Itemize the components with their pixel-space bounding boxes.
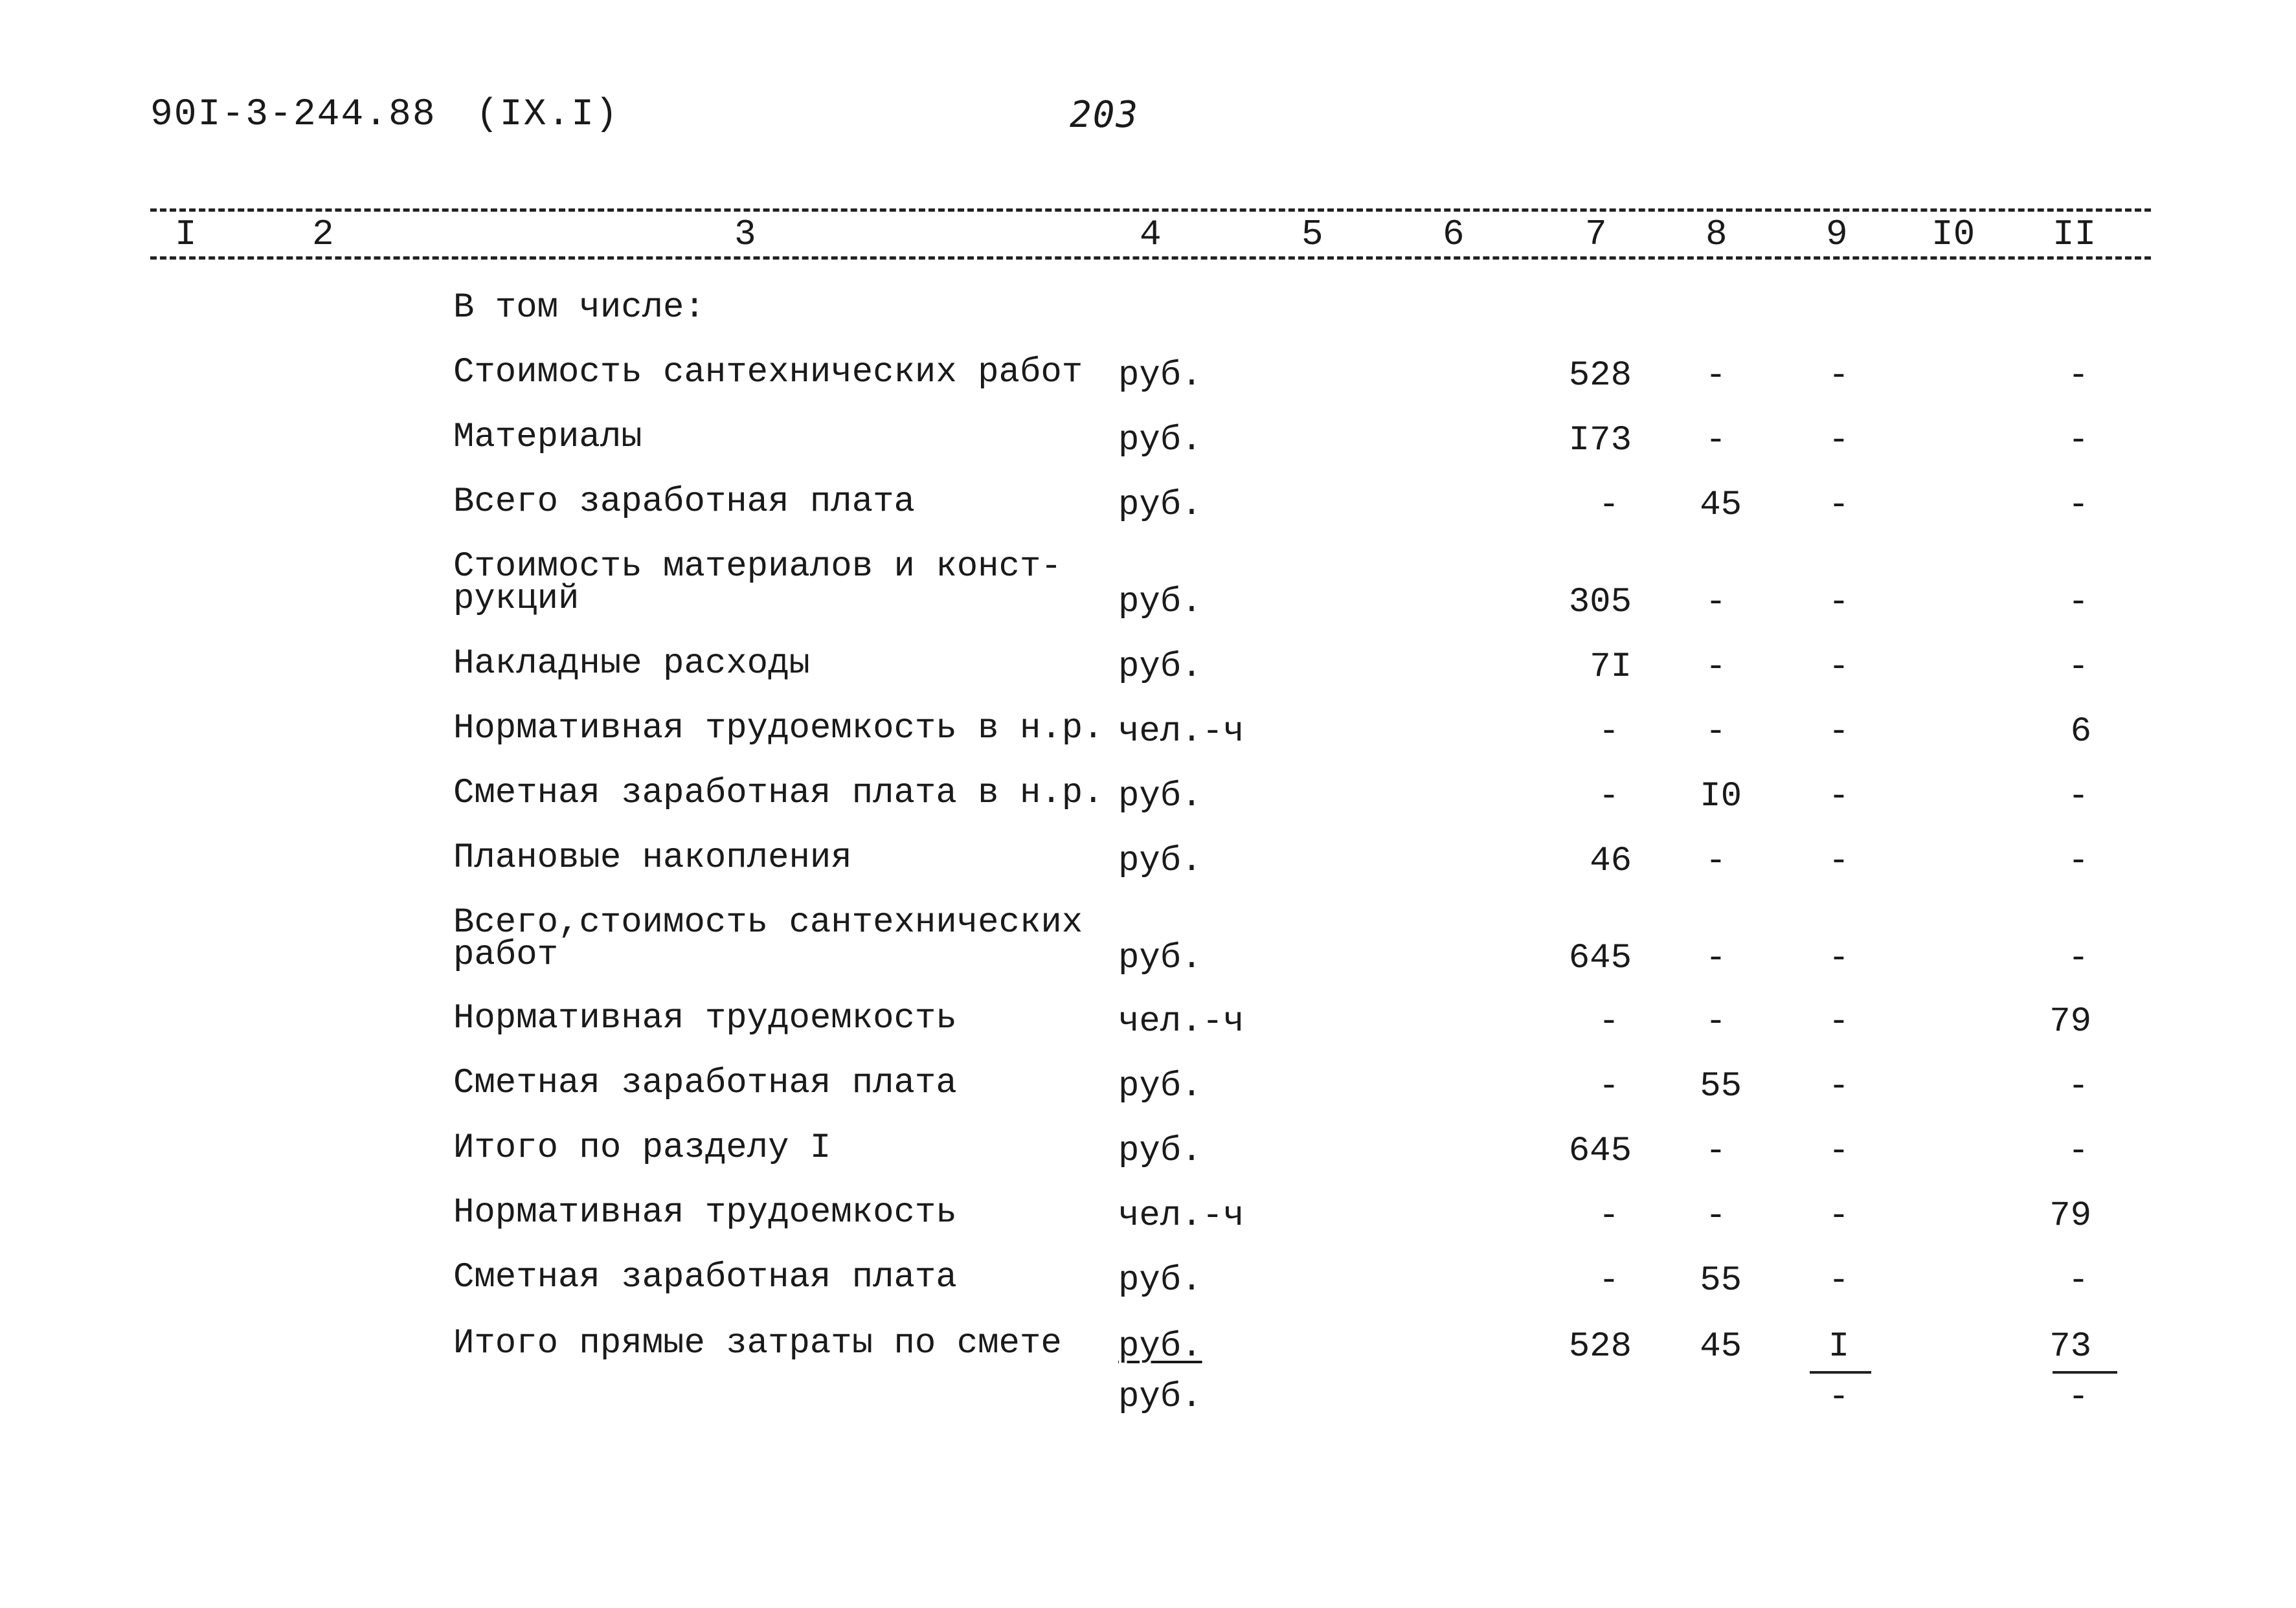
row-name: Нормативная трудоемкость в н.р. bbox=[453, 709, 1104, 748]
column-number-5: 5 bbox=[1301, 214, 1323, 255]
row-col9: I bbox=[1828, 1327, 1850, 1367]
subtitle: В том числе: bbox=[453, 288, 705, 328]
row-col8: - bbox=[1705, 356, 1727, 396]
row-name: Стоимость сантехнических работ bbox=[453, 353, 1083, 392]
row-col11: - bbox=[2067, 583, 2089, 622]
row-unit: руб. bbox=[1118, 583, 1202, 622]
row-name: Накладные расходы bbox=[453, 644, 810, 684]
row-col7: - bbox=[1598, 1002, 1620, 1042]
row-name: Нормативная трудоемкость bbox=[453, 999, 957, 1038]
section-number: (IX.I) bbox=[476, 94, 619, 136]
row-unit: руб. bbox=[1118, 421, 1202, 460]
row-col9: - bbox=[1828, 1002, 1850, 1042]
row-col8: - bbox=[1705, 583, 1727, 622]
row-name-line2: работ bbox=[453, 935, 559, 975]
fraction-bar-col9 bbox=[1810, 1371, 1871, 1374]
row-col11: - bbox=[2067, 1261, 2089, 1301]
row-name: Итого прямые затраты по смете bbox=[453, 1324, 1062, 1363]
row-col9: - bbox=[1828, 486, 1850, 525]
row-col11: 6 bbox=[2070, 712, 2091, 752]
row-col11: - bbox=[2067, 939, 2089, 978]
row-unit: чел.-ч bbox=[1118, 1002, 1244, 1042]
row-unit: руб. bbox=[1118, 1327, 1202, 1367]
row-col9: - bbox=[1828, 939, 1850, 978]
row-col8: - bbox=[1705, 842, 1727, 881]
row-col8: - bbox=[1705, 647, 1727, 687]
row-col11: 73 bbox=[2049, 1327, 2091, 1367]
row-col7: - bbox=[1598, 1261, 1620, 1301]
row-col8: - bbox=[1705, 1002, 1727, 1042]
row-col9-second: - bbox=[1828, 1378, 1850, 1417]
column-number-1: I bbox=[175, 214, 197, 255]
row-col11: - bbox=[2067, 842, 2089, 881]
row-col7: 528 bbox=[1568, 1327, 1632, 1367]
row-unit: руб. bbox=[1118, 356, 1202, 396]
column-number-6: 6 bbox=[1443, 214, 1465, 255]
row-unit: руб. bbox=[1118, 1067, 1202, 1106]
column-number-3: 3 bbox=[734, 214, 756, 255]
row-col9: - bbox=[1828, 1067, 1850, 1106]
row-col7: 645 bbox=[1568, 939, 1632, 978]
row-name: Сметная заработная плата bbox=[453, 1064, 957, 1103]
row-col7: I73 bbox=[1568, 421, 1632, 460]
row-col8: - bbox=[1705, 1196, 1727, 1236]
row-col9: - bbox=[1828, 421, 1850, 460]
row-unit: руб. bbox=[1118, 777, 1202, 816]
row-col7: - bbox=[1598, 1196, 1620, 1236]
row-col9: - bbox=[1828, 842, 1850, 881]
row-col9: - bbox=[1828, 583, 1850, 622]
row-col11: - bbox=[2067, 486, 2089, 525]
column-number-8: 8 bbox=[1705, 214, 1728, 255]
row-unit-second: руб. bbox=[1118, 1378, 1202, 1417]
row-unit: руб. bbox=[1118, 842, 1202, 881]
row-name: Итого по разделу I bbox=[453, 1128, 831, 1168]
row-col7: 7I bbox=[1590, 647, 1632, 687]
row-col11: - bbox=[2067, 777, 2089, 816]
header-bottom-rule bbox=[150, 256, 2151, 260]
row-col7: - bbox=[1598, 777, 1620, 816]
header-top-rule bbox=[150, 208, 2151, 212]
row-name: Сметная заработная плата в н.р. bbox=[453, 774, 1104, 813]
row-col8: 55 bbox=[1700, 1067, 1742, 1106]
row-col11: - bbox=[2067, 421, 2089, 460]
row-name: Плановые накопления bbox=[453, 838, 852, 878]
row-name: Сметная заработная плата bbox=[453, 1258, 957, 1297]
row-col8: 55 bbox=[1700, 1261, 1742, 1301]
row-col11: - bbox=[2067, 356, 2089, 396]
row-unit: чел.-ч bbox=[1118, 1196, 1244, 1236]
row-col8: 45 bbox=[1700, 486, 1742, 525]
row-unit: руб. bbox=[1118, 1261, 1202, 1301]
row-col8: 45 bbox=[1700, 1327, 1742, 1367]
row-col11: 79 bbox=[2049, 1196, 2091, 1236]
column-number-7: 7 bbox=[1585, 214, 1607, 255]
row-name: Нормативная трудоемкость bbox=[453, 1193, 957, 1233]
page-number: 203 bbox=[1070, 94, 1140, 136]
fraction-bar-col11 bbox=[2053, 1371, 2117, 1374]
row-col8: - bbox=[1705, 939, 1727, 978]
row-unit: руб. bbox=[1118, 486, 1202, 525]
row-name: Всего заработная плата bbox=[453, 482, 915, 522]
row-col7: 305 bbox=[1568, 583, 1632, 622]
row-col11: - bbox=[2067, 1067, 2089, 1106]
row-col9: - bbox=[1828, 1196, 1850, 1236]
document-code: 90I-3-244.88 bbox=[150, 94, 436, 136]
row-col8: I0 bbox=[1700, 777, 1742, 816]
row-col11: 79 bbox=[2049, 1002, 2091, 1042]
column-number-11: II bbox=[2053, 214, 2097, 255]
row-col11: - bbox=[2067, 647, 2089, 687]
row-unit: руб. bbox=[1118, 647, 1202, 687]
row-col9: - bbox=[1828, 647, 1850, 687]
row-col11-second: - bbox=[2067, 1378, 2089, 1417]
row-col8: - bbox=[1705, 1132, 1727, 1171]
row-col7: 528 bbox=[1568, 356, 1632, 396]
row-col7: 645 bbox=[1568, 1132, 1632, 1171]
column-number-4: 4 bbox=[1140, 214, 1162, 255]
row-col9: - bbox=[1828, 1132, 1850, 1171]
column-number-9: 9 bbox=[1826, 214, 1848, 255]
row-name-line2: рукций bbox=[453, 579, 580, 619]
row-col7: - bbox=[1598, 1067, 1620, 1106]
column-number-2: 2 bbox=[312, 214, 334, 255]
row-name-line1: Стоимость материалов и конст- bbox=[453, 547, 1062, 586]
row-col7: 46 bbox=[1590, 842, 1632, 881]
row-col9: - bbox=[1828, 1261, 1850, 1301]
row-name: Материалы bbox=[453, 418, 642, 457]
row-col7: - bbox=[1598, 712, 1620, 752]
row-col8: - bbox=[1705, 712, 1727, 752]
column-number-10: I0 bbox=[1931, 214, 1975, 255]
row-unit: чел.-ч bbox=[1118, 712, 1244, 752]
row-name-line1: Всего,стоимость сантехнических bbox=[453, 903, 1083, 943]
row-unit: руб. bbox=[1118, 1132, 1202, 1171]
row-unit: руб. bbox=[1118, 939, 1202, 978]
row-col8: - bbox=[1705, 421, 1727, 460]
row-col7: - bbox=[1598, 486, 1620, 525]
row-col9: - bbox=[1828, 356, 1850, 396]
row-col9: - bbox=[1828, 777, 1850, 816]
row-col9: - bbox=[1828, 712, 1850, 752]
row-col11: - bbox=[2067, 1132, 2089, 1171]
